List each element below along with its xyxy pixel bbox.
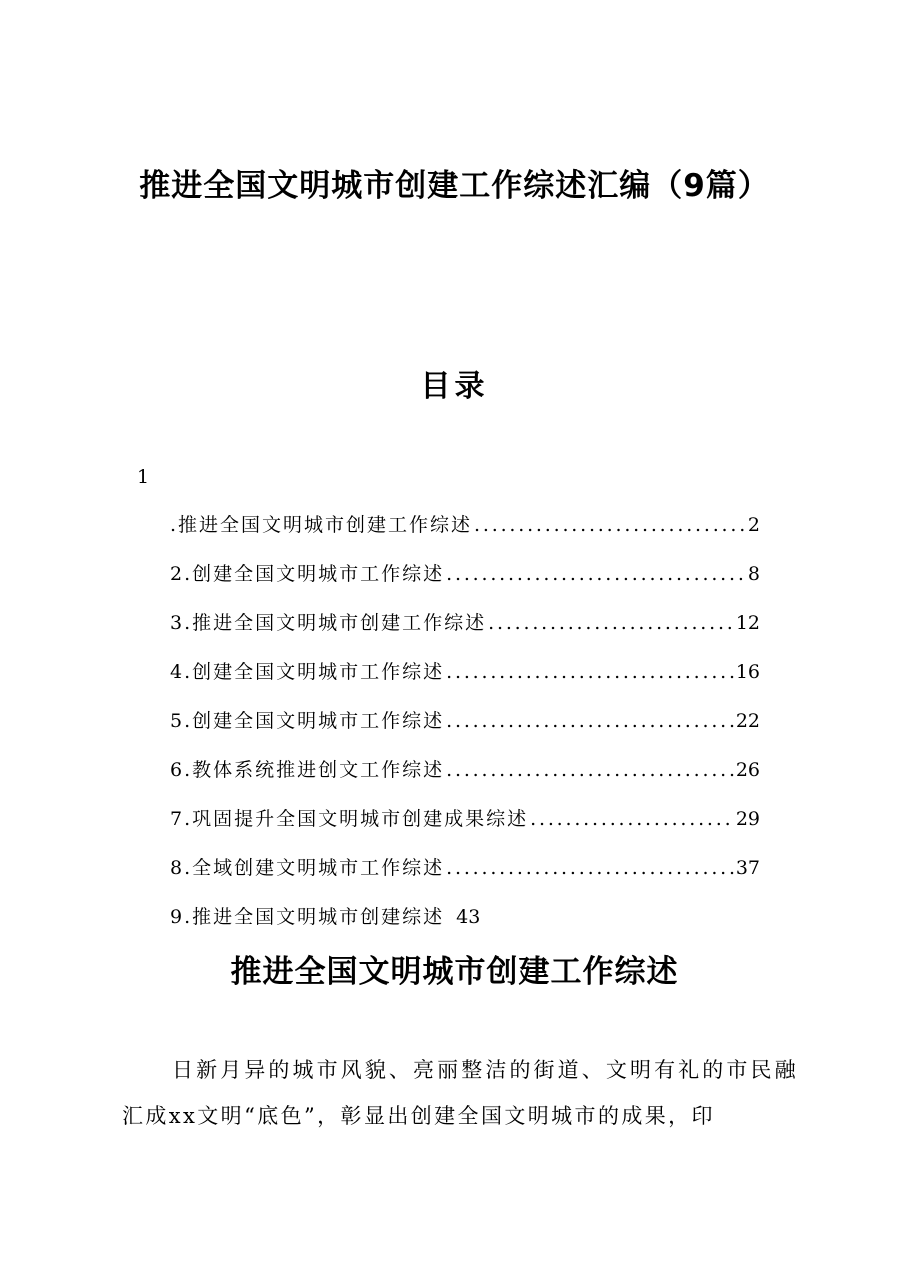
toc-entry-text: 9.推进全国文明城市创建综述 — [170, 906, 445, 928]
toc-page-number: 16 — [735, 661, 760, 683]
toc-leader-dots — [530, 808, 734, 830]
table-of-contents — [170, 510, 760, 951]
toc-entry-5[interactable] — [170, 706, 760, 755]
toc-entry-6[interactable] — [170, 755, 760, 804]
toc-leader-dots — [488, 612, 734, 634]
toc-first-number: 1 — [137, 466, 150, 488]
toc-entry-text: 8.全域创建文明城市工作综述 — [170, 857, 445, 879]
toc-leader-dots — [446, 563, 746, 585]
toc-page-number: 29 — [735, 808, 760, 830]
toc-entry-8[interactable] — [170, 853, 760, 902]
toc-entry-7[interactable] — [170, 804, 760, 853]
toc-leader-dots — [446, 857, 734, 879]
toc-page-number: 2 — [747, 514, 760, 536]
toc-leader-dots — [446, 661, 734, 683]
toc-heading: 目录 — [420, 369, 489, 404]
toc-entry-text: 2.创建全国文明城市工作综述 — [170, 563, 445, 585]
toc-page-number: 22 — [735, 710, 760, 732]
toc-entry-text: 3.推进全国文明城市创建工作综述 — [170, 612, 487, 634]
toc-page-number: 26 — [735, 759, 760, 781]
toc-page-number: 12 — [735, 612, 760, 634]
toc-leader-dots — [446, 710, 734, 732]
toc-entry-text: 5.创建全国文明城市工作综述 — [170, 710, 445, 732]
toc-page-number: 37 — [735, 857, 760, 879]
article-title: 推进全国文明城市创建工作综述 — [230, 954, 679, 990]
article-paragraph: 日新月异的城市风貌、亮丽整洁的街道、文明有礼的市民融汇成xx文明“底色”，彰显出创建全国文明城市的成果，印 — [122, 1058, 798, 1128]
toc-entry-1[interactable] — [170, 510, 760, 559]
toc-entry-2[interactable] — [170, 559, 760, 608]
toc-leader-dots — [446, 759, 734, 781]
document-title: 推进全国文明城市创建工作综述汇编（9篇） — [139, 168, 770, 204]
toc-entry-3[interactable] — [170, 608, 760, 657]
toc-entry-9[interactable] — [170, 902, 760, 951]
toc-entry-text: 7.巩固提升全国文明城市创建成果综述 — [170, 808, 529, 830]
toc-page-number: 43 — [456, 906, 481, 928]
toc-entry-text: 4.创建全国文明城市工作综述 — [170, 661, 445, 683]
toc-page-number: 8 — [747, 563, 760, 585]
toc-entry-4[interactable] — [170, 657, 760, 706]
toc-entry-text: .推进全国文明城市创建工作综述 — [170, 514, 473, 536]
toc-leader-dots — [474, 514, 746, 536]
toc-entry-text: 6.教体系统推进创文工作综述 — [170, 759, 445, 781]
